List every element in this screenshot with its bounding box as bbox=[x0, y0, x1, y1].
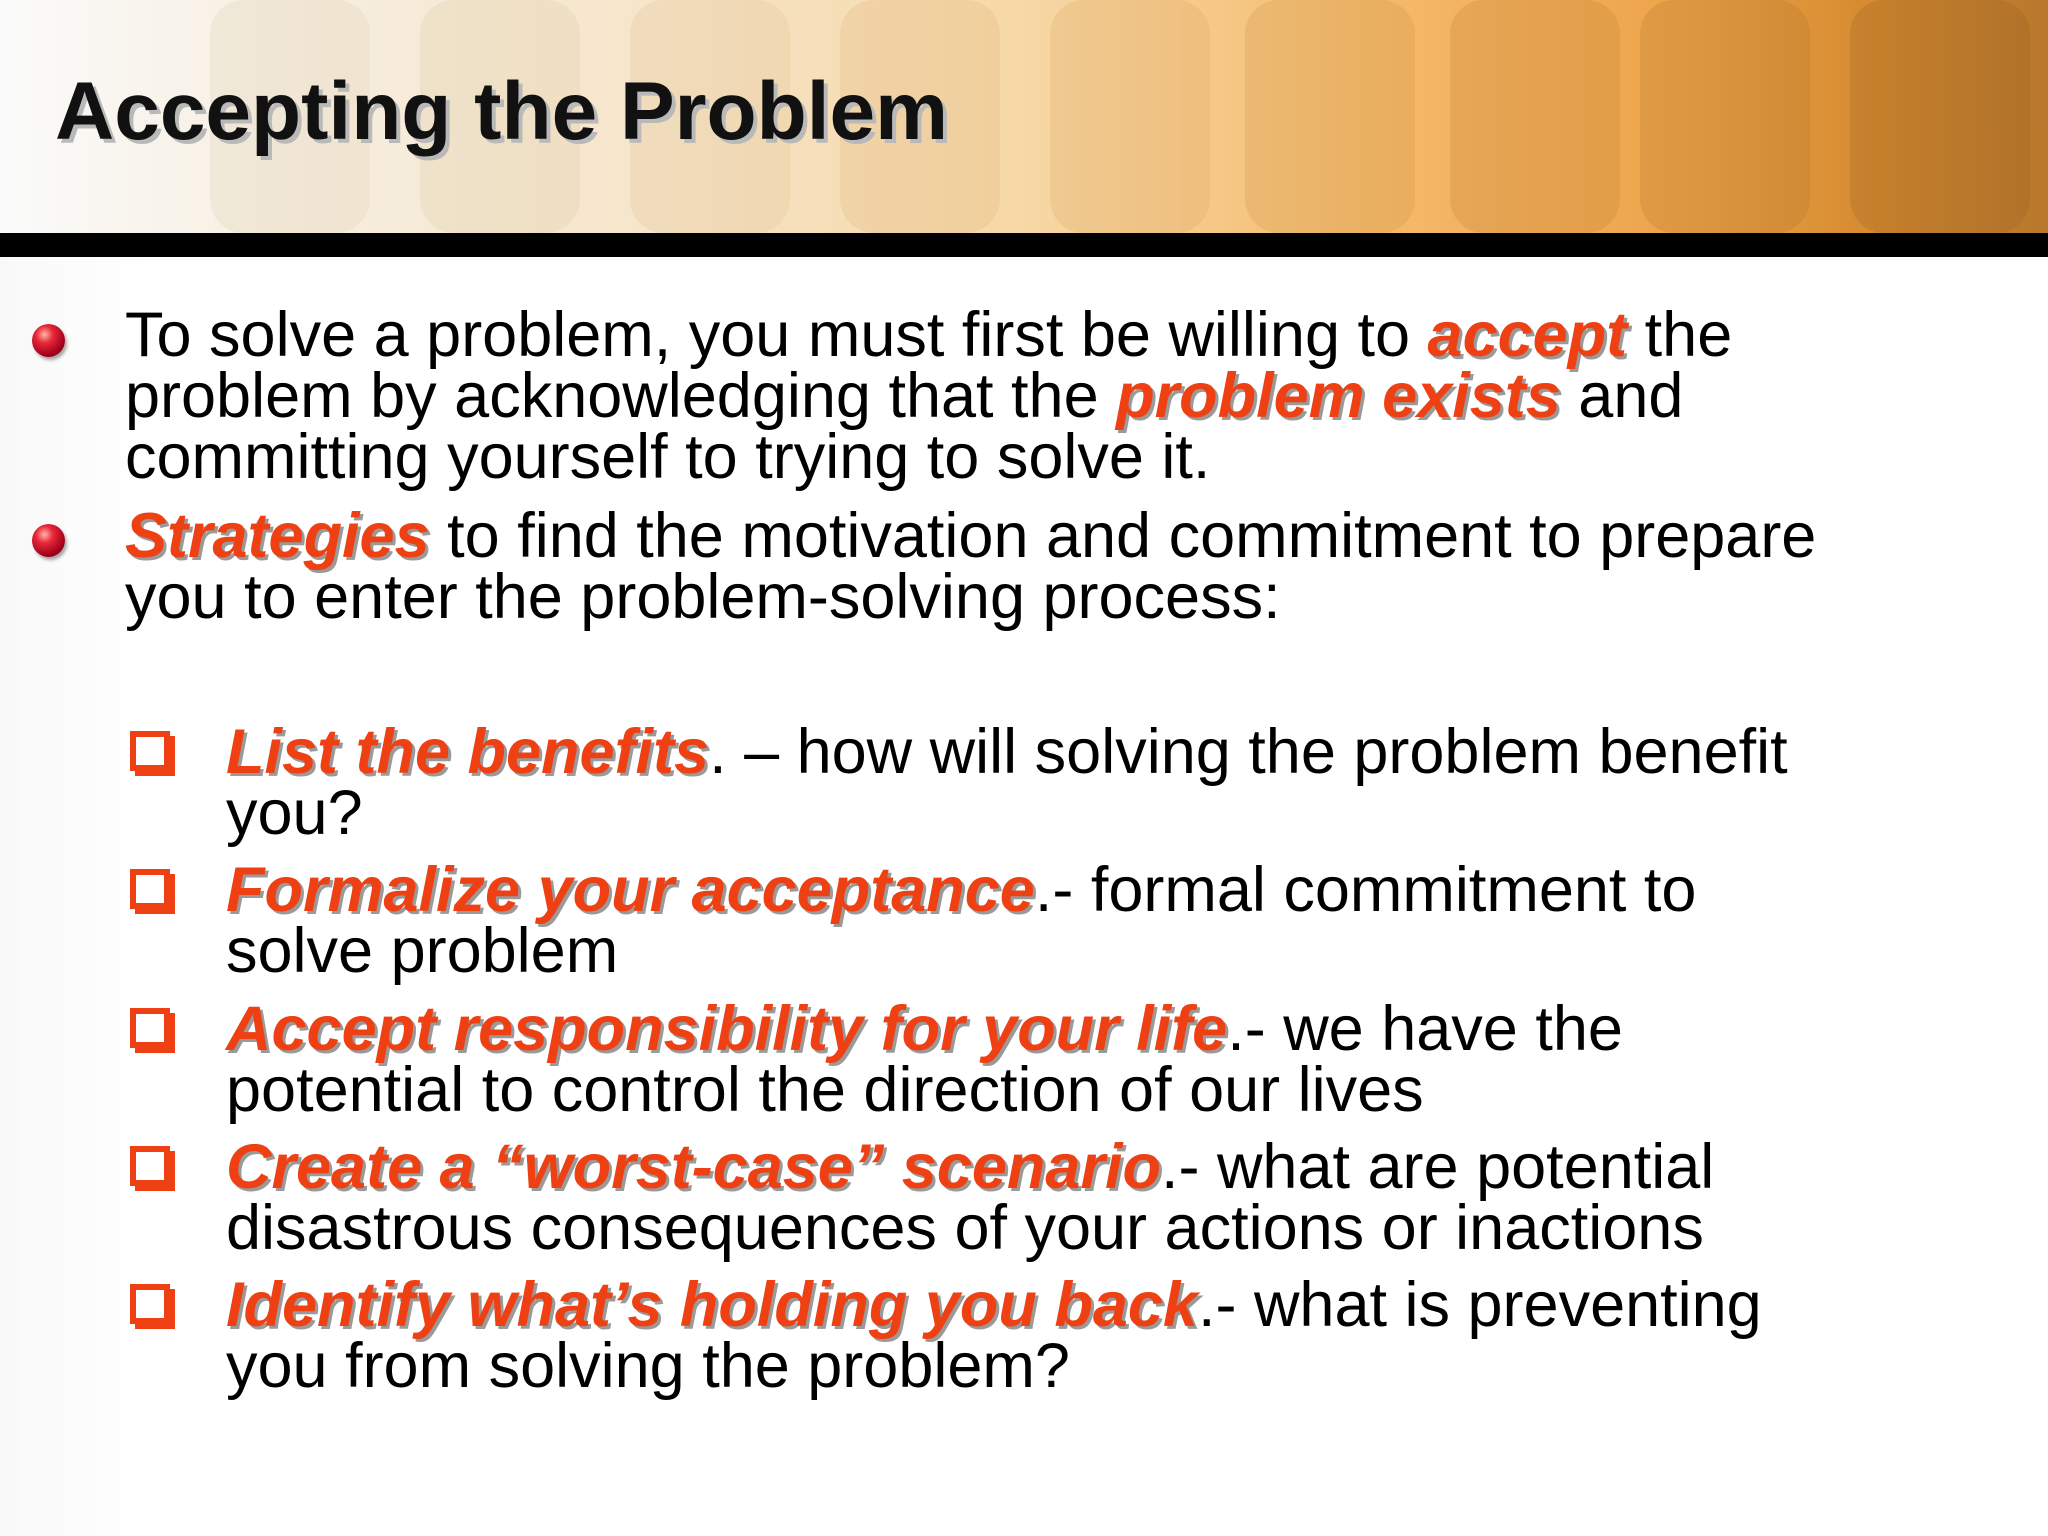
bullet-line bbox=[125, 361, 1732, 431]
emphasis-strategies: Strategies bbox=[125, 501, 430, 571]
hollow-square-bullet-icon bbox=[130, 1284, 170, 1324]
sub-bullet-line bbox=[226, 1055, 1623, 1125]
sub-bullet-text: disastrous consequences of your actions or inactions bbox=[226, 1193, 1704, 1263]
sub-bullet-line bbox=[226, 1331, 1762, 1401]
sub-bullet-text: .- what is preventing bbox=[1197, 1270, 1762, 1340]
bullet-line bbox=[125, 562, 1816, 632]
sub-bullet-line bbox=[226, 916, 1696, 986]
banner-photo-strip bbox=[1450, 0, 1620, 233]
slide-title: Accepting the Problem bbox=[55, 66, 949, 157]
bullet-text: problem by acknowledging that the bbox=[125, 361, 1117, 431]
sub-bullet-worst-case bbox=[226, 1132, 1715, 1263]
sub-bullet-text: . – how will solving the problem benefit bbox=[709, 717, 1788, 787]
sub-bullet-line bbox=[226, 1132, 1715, 1202]
header-rule bbox=[0, 233, 2048, 257]
emphasis-term: Accept responsibility for your life bbox=[226, 994, 1228, 1064]
bullet-text: the bbox=[1627, 300, 1733, 370]
emphasis-accept: accept bbox=[1427, 300, 1628, 370]
banner-photo-strip bbox=[1245, 0, 1415, 233]
bullet-text: committing yourself to trying to solve it. bbox=[125, 422, 1211, 492]
sub-bullet-text: potential to control the direction of our lives bbox=[226, 1055, 1424, 1125]
emphasis-term: Create a “worst-case” scenario bbox=[226, 1132, 1161, 1202]
sub-bullet-text: .- we have the bbox=[1227, 994, 1623, 1064]
sub-bullet-line bbox=[226, 717, 1788, 787]
sub-bullet-line bbox=[226, 1193, 1714, 1263]
sub-bullet-text: .- formal commitment to bbox=[1034, 855, 1697, 925]
sub-bullet-text: you from solving the problem? bbox=[226, 1331, 1070, 1401]
sub-bullet-line bbox=[226, 994, 1623, 1064]
bullet-text: to find the motivation and commitment to prepare bbox=[429, 501, 1817, 571]
bullet-text: To solve a problem, you must first be willing to bbox=[125, 300, 1428, 370]
sub-bullet-line bbox=[226, 778, 1788, 848]
sub-bullet-formalize bbox=[226, 855, 1697, 986]
banner-photo-strip bbox=[1850, 0, 2030, 233]
hollow-square-bullet-icon bbox=[130, 731, 170, 771]
sub-bullet-text: .- what are potential bbox=[1160, 1132, 1715, 1202]
sub-bullet-responsibility bbox=[226, 994, 1623, 1125]
red-sphere-bullet-icon bbox=[32, 324, 65, 357]
sub-bullet-list-benefits bbox=[226, 717, 1788, 848]
bullet-text: you to enter the problem-solving process: bbox=[125, 562, 1281, 632]
bullet-line bbox=[125, 501, 1817, 571]
bullet-line bbox=[125, 300, 1733, 370]
sub-bullet-text: you? bbox=[226, 778, 363, 848]
bullet-text: and bbox=[1560, 361, 1684, 431]
sub-bullet-holding-back bbox=[226, 1270, 1762, 1401]
header-banner bbox=[0, 0, 2048, 233]
banner-photo-strip bbox=[1050, 0, 1210, 233]
hollow-square-bullet-icon bbox=[130, 1146, 170, 1186]
sub-bullet-line bbox=[226, 855, 1697, 925]
sub-bullet-line bbox=[226, 1270, 1762, 1340]
hollow-square-bullet-icon bbox=[130, 1008, 170, 1048]
bullet-line bbox=[125, 422, 1732, 492]
banner-photo-strip bbox=[1640, 0, 1810, 233]
red-sphere-bullet-icon bbox=[32, 524, 65, 557]
emphasis-term: Formalize your acceptance bbox=[226, 855, 1035, 925]
sub-bullet-text: solve problem bbox=[226, 916, 619, 986]
emphasis-term: Identify what’s holding you back bbox=[226, 1270, 1198, 1340]
emphasis-term: List the benefits bbox=[226, 717, 710, 787]
bullet-strategies bbox=[125, 501, 1817, 632]
hollow-square-bullet-icon bbox=[130, 869, 170, 909]
bullet-accept-problem bbox=[125, 300, 1733, 492]
emphasis-problem-exists: problem exists bbox=[1116, 361, 1561, 431]
